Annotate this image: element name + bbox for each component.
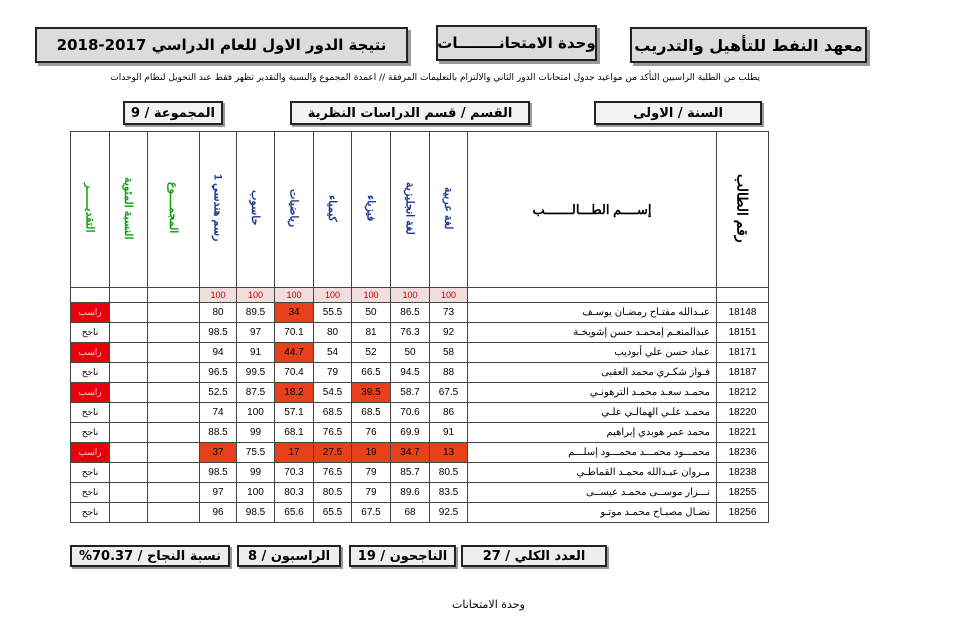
student-name-cell: محمـــود محمـــد محمـــود إسلـــم	[468, 443, 717, 463]
mark-cell: 68.5	[314, 403, 352, 423]
failed-count-box	[237, 545, 341, 567]
header-english: لغة انجليزية	[391, 132, 430, 288]
mark-cell: 66.5	[352, 363, 391, 383]
mark-cell: 79	[352, 463, 391, 483]
header-student-name: إســــم الطـــالـــــــب	[468, 132, 717, 288]
mark-cell: 86.5	[391, 303, 430, 323]
pass-rate-box	[70, 545, 230, 567]
student-id-cell: 18148	[717, 303, 769, 323]
mark-cell: 18.2	[275, 383, 314, 403]
mark-cell: 57.1	[275, 403, 314, 423]
mark-cell: 70.6	[391, 403, 430, 423]
notice-text: يطلب من الطلبة الراسبين التأكد من مواعيد جدول امتحانات الدور الثاني والالتزام بالتعليمات المرفقة // اعمدة المجموع والنسبة والتقدير تظهر فقط عند التحويل لنظام الوحدات	[110, 73, 760, 83]
table-row	[71, 503, 769, 523]
mark-cell: 94	[200, 343, 237, 363]
result-cell: ناجح	[71, 483, 110, 503]
max-mark: 100	[275, 288, 314, 303]
mark-cell: 91	[237, 343, 275, 363]
header-chemistry: كيمياء	[314, 132, 352, 288]
mark-cell: 96.5	[200, 363, 237, 383]
student-name-cell: مـروان عبـدالله محمـد القماطـي	[468, 463, 717, 483]
student-id-cell: 18187	[717, 363, 769, 383]
footer-text: وحدة الامتحانات	[452, 598, 525, 611]
mark-cell: 86	[430, 403, 468, 423]
result-cell: ناجح	[71, 463, 110, 483]
failed-count-text: الراسبون / 8	[247, 548, 331, 564]
student-name-cell: نـــزار موســى محمـد عيســى	[468, 483, 717, 503]
result-cell: ناجح	[71, 403, 110, 423]
student-name-cell: نضـال مصبـاح محمـد موتـو	[468, 503, 717, 523]
mark-cell: 89.6	[391, 483, 430, 503]
percent-cell	[110, 463, 148, 483]
exam-unit-title	[436, 25, 597, 61]
mark-cell: 50	[391, 343, 430, 363]
mark-cell: 91	[430, 423, 468, 443]
mark-cell: 85.7	[391, 463, 430, 483]
max-mark: 100	[314, 288, 352, 303]
group-box	[123, 101, 223, 125]
mark-cell: 70.4	[275, 363, 314, 383]
mark-cell: 98.5	[200, 463, 237, 483]
result-cell: ناجح	[71, 363, 110, 383]
result-cell: راسب	[71, 343, 110, 363]
mark-cell: 99	[237, 423, 275, 443]
pass-rate-text: نسبة النجاح / 70.37%	[78, 548, 222, 564]
mark-cell: 80	[314, 323, 352, 343]
student-name-cell: عبـدالله مفتـاح رمضـان يوسـف	[468, 303, 717, 323]
total-count-text: العدد الكلي / 27	[482, 548, 586, 564]
mark-cell: 100	[237, 403, 275, 423]
mark-cell: 68.5	[352, 403, 391, 423]
percent-cell	[110, 403, 148, 423]
mark-cell: 100	[237, 483, 275, 503]
percent-cell	[110, 343, 148, 363]
max-mark: 100	[237, 288, 275, 303]
mark-cell: 97	[237, 323, 275, 343]
group-text: المجموعة / 9	[131, 105, 215, 121]
table-row	[71, 403, 769, 423]
table-row	[71, 423, 769, 443]
result-cell: راسب	[71, 303, 110, 323]
result-cell: ناجح	[71, 503, 110, 523]
mark-cell: 50	[352, 303, 391, 323]
student-name-cell: فـواز شكـري محمد العقبى	[468, 363, 717, 383]
mark-cell: 34.7	[391, 443, 430, 463]
header-total: المجمــــوع	[148, 132, 200, 288]
student-name-cell: محمد عمر هويدي إبراهيم	[468, 423, 717, 443]
table-header-row	[71, 132, 769, 288]
mark-cell: 81	[352, 323, 391, 343]
student-id-cell: 18238	[717, 463, 769, 483]
department-box	[290, 101, 530, 125]
total-cell	[148, 363, 200, 383]
header-arabic: لغة عربية	[430, 132, 468, 288]
percent-cell	[110, 483, 148, 503]
mark-cell: 67.5	[352, 503, 391, 523]
student-name-cell: محمـد سعـد محمـد الترهونـي	[468, 383, 717, 403]
mark-cell: 87.5	[237, 383, 275, 403]
table-row	[71, 443, 769, 463]
total-cell	[148, 443, 200, 463]
mark-cell: 80	[200, 303, 237, 323]
header-percent: النسبة المئوية	[110, 132, 148, 288]
mark-cell: 17	[275, 443, 314, 463]
institute-title	[630, 27, 867, 63]
mark-cell: 94.5	[391, 363, 430, 383]
mark-cell: 73	[430, 303, 468, 323]
table-row	[71, 463, 769, 483]
total-cell	[148, 463, 200, 483]
institute-title-text: معهد النفط للتأهيل والتدريب	[634, 35, 863, 55]
header-student-no: رقم الطالب	[717, 132, 769, 288]
mark-cell: 79	[314, 363, 352, 383]
mark-cell: 88	[430, 363, 468, 383]
header-physics: فيزياء	[352, 132, 391, 288]
table-row	[71, 363, 769, 383]
year-text: السنة / الاولى	[633, 105, 723, 121]
header-computer: حاسوب	[237, 132, 275, 288]
student-id-cell: 18255	[717, 483, 769, 503]
mark-cell: 88.5	[200, 423, 237, 443]
percent-cell	[110, 443, 148, 463]
total-cell	[148, 323, 200, 343]
percent-cell	[110, 363, 148, 383]
mark-cell: 37	[200, 443, 237, 463]
result-cell: راسب	[71, 443, 110, 463]
mark-cell: 98.5	[200, 323, 237, 343]
total-cell	[148, 403, 200, 423]
mark-cell: 99.5	[237, 363, 275, 383]
exam-unit-text: وحدة الامتحانــــــــات	[437, 34, 596, 52]
mark-cell: 70.1	[275, 323, 314, 343]
mark-cell: 98.5	[237, 503, 275, 523]
mark-cell: 44.7	[275, 343, 314, 363]
mark-cell: 65.5	[314, 503, 352, 523]
student-id-cell: 18236	[717, 443, 769, 463]
mark-cell: 76	[352, 423, 391, 443]
mark-cell: 65.6	[275, 503, 314, 523]
passed-count-box	[349, 545, 456, 567]
mark-cell: 69.9	[391, 423, 430, 443]
max-marks-row	[71, 288, 769, 303]
mark-cell: 80.5	[314, 483, 352, 503]
table-row	[71, 303, 769, 323]
student-id-cell: 18212	[717, 383, 769, 403]
student-id-cell: 18220	[717, 403, 769, 423]
header-math: رياضيات	[275, 132, 314, 288]
table-row	[71, 383, 769, 403]
mark-cell: 79	[352, 483, 391, 503]
mark-cell: 13	[430, 443, 468, 463]
mark-cell: 68	[391, 503, 430, 523]
total-cell	[148, 423, 200, 443]
result-title	[35, 27, 408, 63]
student-id-cell: 18171	[717, 343, 769, 363]
max-mark: 100	[200, 288, 237, 303]
mark-cell: 76.3	[391, 323, 430, 343]
mark-cell: 58	[430, 343, 468, 363]
mark-cell: 39.5	[352, 383, 391, 403]
mark-cell: 34	[275, 303, 314, 323]
mark-cell: 70.3	[275, 463, 314, 483]
department-text: القسم / قسم الدراسات النظرية	[307, 105, 513, 121]
mark-cell: 96	[200, 503, 237, 523]
mark-cell: 76.5	[314, 423, 352, 443]
mark-cell: 52	[352, 343, 391, 363]
mark-cell: 68.1	[275, 423, 314, 443]
percent-cell	[110, 503, 148, 523]
mark-cell: 89.5	[237, 303, 275, 323]
total-count-box	[461, 545, 607, 567]
mark-cell: 97	[200, 483, 237, 503]
mark-cell: 92	[430, 323, 468, 343]
student-id-cell: 18256	[717, 503, 769, 523]
max-mark: 100	[352, 288, 391, 303]
mark-cell: 80.5	[430, 463, 468, 483]
header-grade: التقديــــــر	[71, 132, 110, 288]
student-name-cell: عماد حسن علي أبوديب	[468, 343, 717, 363]
mark-cell: 76.5	[314, 463, 352, 483]
mark-cell: 54.5	[314, 383, 352, 403]
student-name-cell: عبدالمنعـم إمحمـد حسن إشويخـة	[468, 323, 717, 343]
max-mark: 100	[430, 288, 468, 303]
student-id-cell: 18221	[717, 423, 769, 443]
mark-cell: 75.5	[237, 443, 275, 463]
mark-cell: 83.5	[430, 483, 468, 503]
max-mark: 100	[391, 288, 430, 303]
total-cell	[148, 303, 200, 323]
mark-cell: 19	[352, 443, 391, 463]
table-row	[71, 323, 769, 343]
result-title-text: نتيجة الدور الاول للعام الدراسي 2017-2018	[56, 36, 387, 54]
percent-cell	[110, 423, 148, 443]
year-box	[594, 101, 762, 125]
mark-cell: 74	[200, 403, 237, 423]
mark-cell: 54	[314, 343, 352, 363]
mark-cell: 52.5	[200, 383, 237, 403]
result-cell: راسب	[71, 383, 110, 403]
results-table	[70, 131, 769, 523]
student-name-cell: محمـد علـي الهمالـي علـي	[468, 403, 717, 423]
total-cell	[148, 483, 200, 503]
total-cell	[148, 503, 200, 523]
percent-cell	[110, 303, 148, 323]
table-row	[71, 483, 769, 503]
percent-cell	[110, 383, 148, 403]
result-cell: ناجح	[71, 423, 110, 443]
total-cell	[148, 343, 200, 363]
passed-count-text: الناجحون / 19	[357, 548, 448, 564]
student-id-cell: 18151	[717, 323, 769, 343]
mark-cell: 27.5	[314, 443, 352, 463]
table-body	[71, 303, 769, 523]
mark-cell: 67.5	[430, 383, 468, 403]
table-row	[71, 343, 769, 363]
mark-cell: 55.5	[314, 303, 352, 323]
mark-cell: 58.7	[391, 383, 430, 403]
percent-cell	[110, 323, 148, 343]
mark-cell: 92.5	[430, 503, 468, 523]
header-drawing: رسم هندسي 1	[200, 132, 237, 288]
result-cell: ناجح	[71, 323, 110, 343]
mark-cell: 99	[237, 463, 275, 483]
total-cell	[148, 383, 200, 403]
mark-cell: 80.3	[275, 483, 314, 503]
